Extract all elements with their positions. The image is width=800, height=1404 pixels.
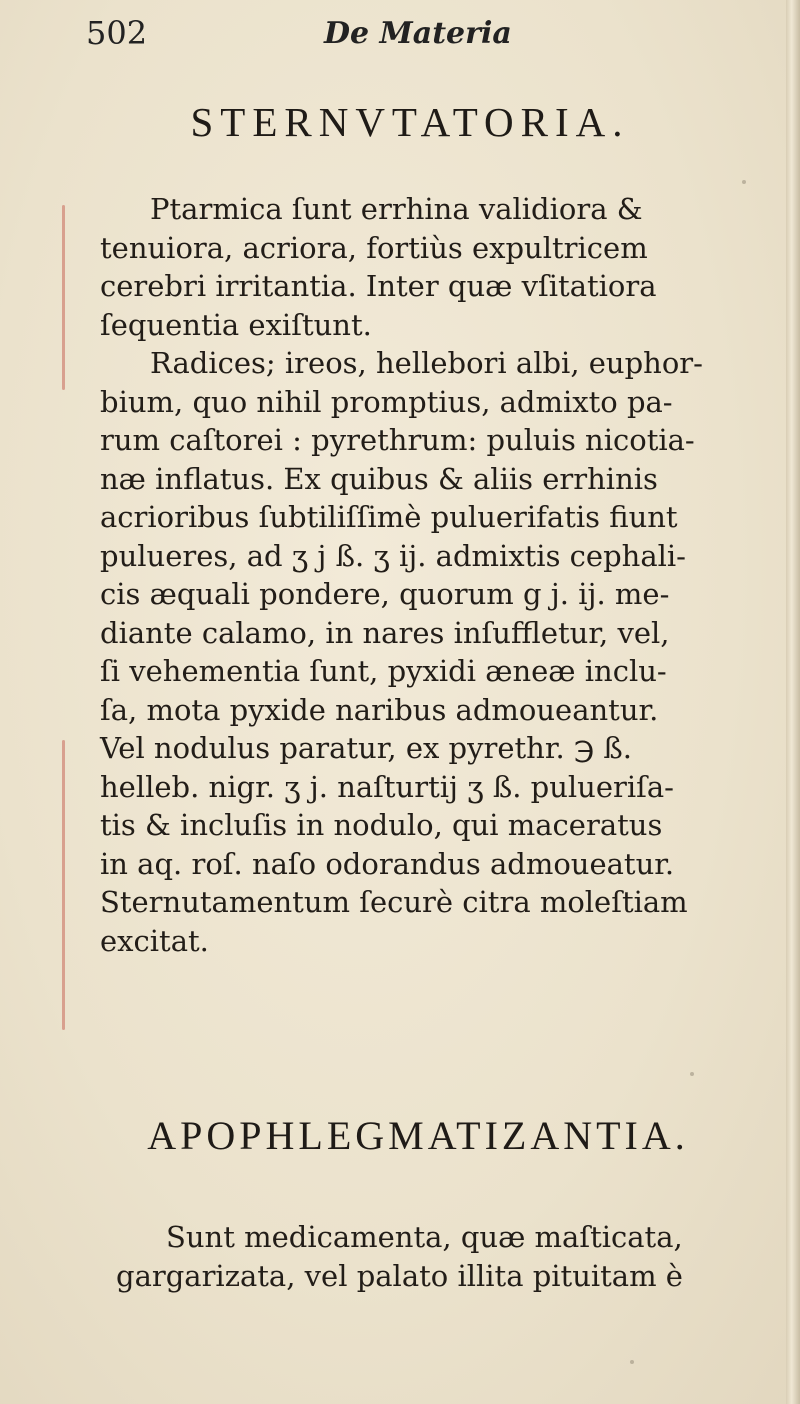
paragraph-apophlegmatizantia xyxy=(116,1218,786,1295)
paper-fleck xyxy=(630,1360,634,1364)
text-line: pulueres, ad ʒ j ß. ʒ ij. admixtis cephali- xyxy=(100,538,686,573)
section-heading-sternutatoria: STERNVTATORIA. xyxy=(190,99,630,145)
running-title: De Materia xyxy=(324,16,512,51)
text-line: ſa, mota pyxide naribus admoueantur. xyxy=(100,692,659,727)
text-line: rum caſtorei : pyrethrum: puluis nicotia- xyxy=(100,423,695,457)
text-line: cerebri irritantia. Inter quæ vſitatiora xyxy=(100,269,657,303)
text-line: Ptarmica ſunt errhina validiora & xyxy=(150,192,643,226)
text-line: tis & incluſis in nodulo, qui maceratus xyxy=(100,808,663,842)
text-line: cis æquali pondere, quorum g j. ij. me- xyxy=(100,577,670,611)
section-heading-apophlegmatizantia: APOPHLEGMATIZANTIA. xyxy=(147,1113,689,1158)
text-line: excitat. xyxy=(100,923,209,958)
text-line: diante calamo, in nares inſuffletur, vel, xyxy=(100,615,670,650)
text-line: næ inflatus. Ex quibus & aliis errhinis xyxy=(100,461,658,496)
text-line: ſequentia exiſtunt. xyxy=(100,307,372,342)
text-line: acrioribus ſubtiliſſimè puluerifatis fiunt xyxy=(100,500,678,534)
text-line: Sunt medicamenta, quæ maſticata, xyxy=(166,1220,683,1254)
text-line: gargarizata, vel palato illita pituitam è xyxy=(116,1258,683,1293)
text-line: ſi vehementia ſunt, pyxidi æneæ inclu- xyxy=(100,654,667,688)
page-number: 502 xyxy=(86,14,148,52)
running-head xyxy=(86,14,746,64)
margin-annotation-line xyxy=(62,205,65,390)
paper-fleck xyxy=(690,1072,694,1076)
margin-annotation-line xyxy=(62,740,65,1030)
text-line: Vel nodulus paratur, ex pyrethr. ℈ ß. xyxy=(100,731,633,765)
text-line: Radices; ireos, hellebori albi, euphor- xyxy=(150,346,703,380)
text-line: helleb. nigr. ʒ j. naſturtij ʒ ß. pulueriſa- xyxy=(100,769,674,804)
paragraph-sternutatoria xyxy=(100,190,780,960)
text-line: tenuiora, acriora, fortiùs expultricem xyxy=(100,230,648,265)
page-edge xyxy=(786,0,800,1404)
text-line: bium, quo nihil promptius, admixto pa- xyxy=(100,384,673,419)
text-line: in aq. roſ. naſo odorandus admoueatur. xyxy=(100,846,675,881)
text-line: Sternutamentum ſecurè citra moleſtiam xyxy=(100,885,688,919)
paper-fleck xyxy=(742,180,746,184)
